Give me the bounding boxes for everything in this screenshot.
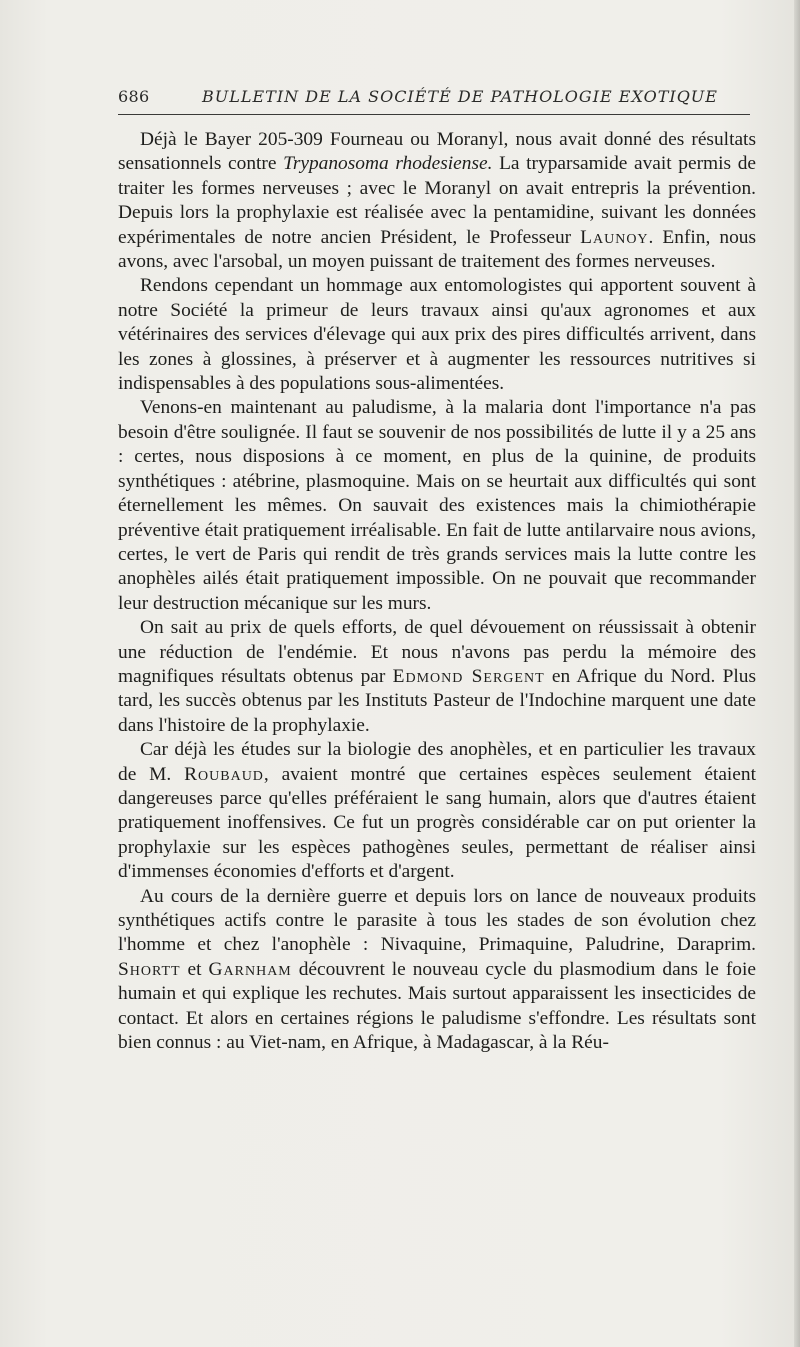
paragraph-4-text-a: On sait au prix de quels efforts, de quel dévouement on réussissait à obtenir une réduction de l'endémie. Et nous n'avons pas perdu la mémoire des magnifiques résultats obtenus par [118,617,756,687]
page-number: 686 [118,87,150,106]
author-name-shortt: Shortt [118,958,181,980]
author-name-roubaud: Roubaud [184,763,264,785]
paragraph-5-text-a: Car déjà les études sur la biologie des anophèles, et en particulier les travaux de M. [118,739,756,785]
paragraph-5-text-b: , avaient montré que certaines espèces seulement étaient dangereuses parce qu'elles préféraient le sang humain, alors que d'autres étaient pratiquement inoffensives. Ce fut un progrès considérable car on put orienter la prophylaxie sur les espèces pathogènes seules, permettant de réaliser ainsi d'immenses économies d'efforts et d'argent. [118,763,757,883]
paragraph-3: Venons-en maintenant au paludisme, à la malaria dont l'importance n'a pas besoin d'être soulignée. Il faut se souvenir de nos possibilités de lutte il y a 25 ans : certes, nous disposions à ce moment, en plus de la quinine, de produits synthétiques : atébrine, plasmoquine. Mais on se heurtait aux difficultés qui sont éternellement les mêmes. On sauvait des existences mais la chimiothérapie préventive était pratiquement irréalisable. En fait de lutte antilarvaire nous avions, certes, le vert de Paris qui rendit de très grands services mais la lutte contre les anophèles ailés était pratiquement impossible. On ne pouvait que recommander leur destruction mécanique sur les murs. [118,397,756,614]
paragraph-2: Rendons cependant un hommage aux entomologistes qui apportent souvent à notre Société la primeur de leurs travaux ainsi qu'aux agronomes et aux vétérinaires des services d'élevage qui aux prix des pires difficultés arrivent, dans les zones à glossines, à préserver et à augmenter les ressources nutritives si indispensables à des populations sous-alimentées. [118,275,756,395]
paragraph-1 [118,128,756,274]
paragraph-1-text-c: . Enfin, nous avons, avec l'arsobal, un moyen puissant de traitement des formes nerveuses. [118,226,757,273]
species-name: Trypanosoma rhodesiense. [283,153,493,175]
paragraph-6-text-b: découvrent le nouveau cycle du plasmodium dans le foie humain et qui explique les rechutes. Mais surtout apparaissent les insecticides de contact. Et alors en certaines régions le paludisme s'effondre. Les résultats sont bien connus : au Viet-nam, en Afrique, à Madagascar, à la Réu- [118,958,756,1054]
paragraph-6-conjunction: et [180,958,209,980]
paragraph-6 [118,885,756,1056]
paragraph-6-text-a: Au cours de la dernière guerre et depuis lors on lance de nouveaux produits synthétiques actifs contre le parasite à tous les stades de son évolution chez l'homme et chez l'anophèle : Nivaquine, Primaquine, Paludrine, Daraprim. [118,885,756,956]
header-rule [118,114,750,115]
body-text [118,128,756,1055]
author-name-garnham: Garnham [208,958,292,980]
author-name-sergent: Edmond Sergent [392,665,545,687]
paragraph-4-text-b: en Afrique du Nord. Plus tard, les succès obtenus par les Instituts Pasteur de l'Indochine marquent une date dans l'histoire de la prophylaxie. [118,665,756,736]
paragraph-1-text-a: Déjà le Bayer 205-309 Fourneau ou Moranyl, nous avait donné des résultats sensationnels contre [118,129,756,175]
paragraph-5 [118,738,756,884]
author-name-launoy: Launoy [580,226,649,248]
paragraph-4 [118,616,756,738]
page-edge-shadow [794,0,800,1347]
journal-title: BULLETIN DE LA SOCIÉTÉ DE PATHOLOGIE EXOTIQUE [202,87,718,106]
paragraph-1-text-b: La tryparsamide avait permis de traiter les formes nerveuses ; avec le Moranyl on avait entrepris la prévention. Depuis lors la prophylaxie est réalisée avec la pentamidine, suivant les données expérimentales de notre ancien Président, le Professeur [118,153,757,248]
